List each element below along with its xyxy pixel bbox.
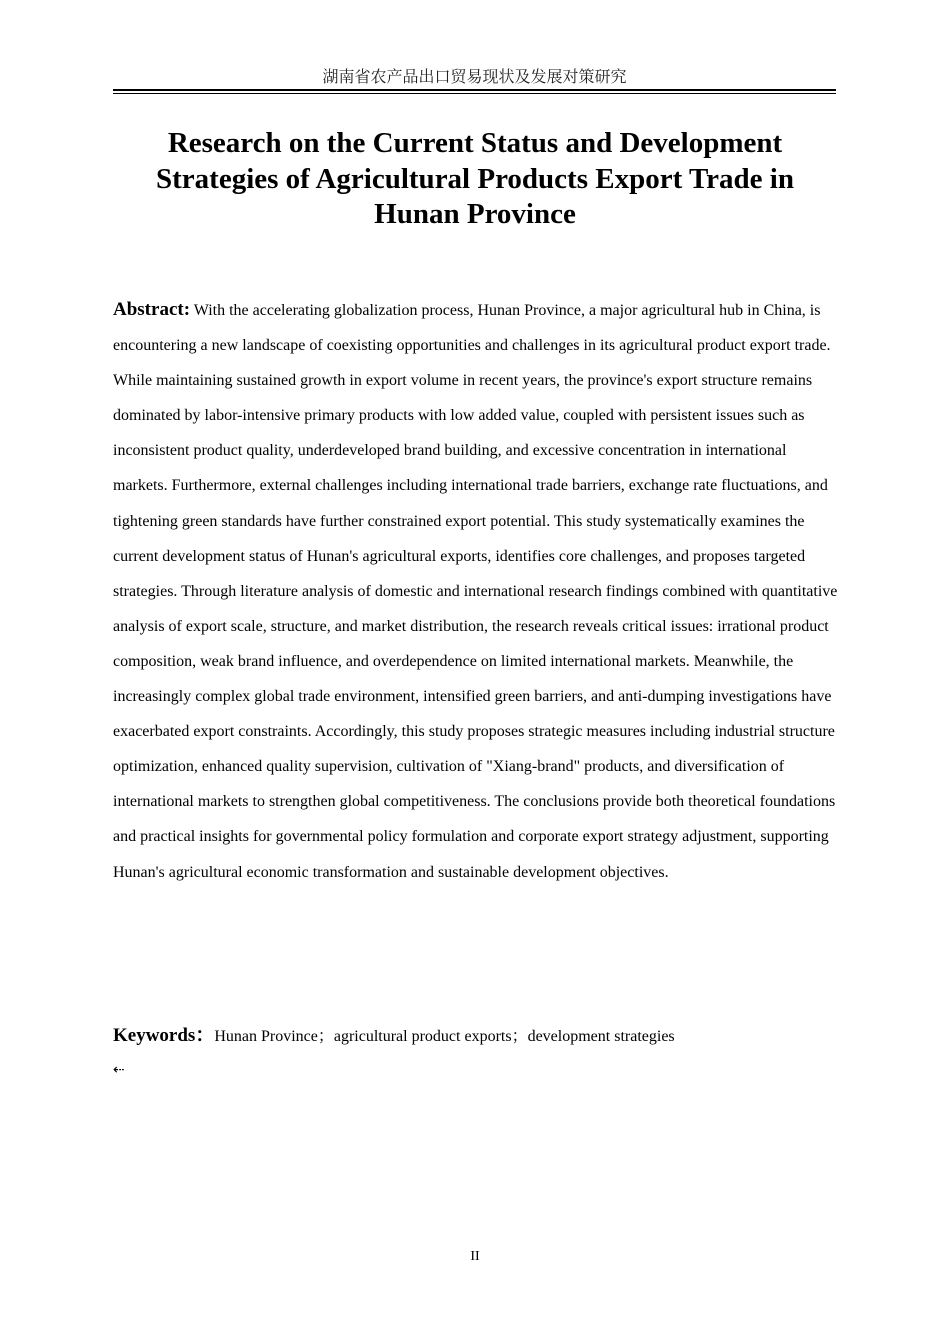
page-number: II xyxy=(470,1249,480,1264)
abstract-paragraph xyxy=(113,292,838,890)
document-title: Research on the Current Status and Development Strategies of Agricultural Products Export Trade in Hunan Province xyxy=(156,127,794,230)
keywords-text: Hunan Province；agricultural product exports；development strategies xyxy=(214,1028,675,1045)
header-rule-thin xyxy=(113,93,836,94)
abstract-label: Abstract: xyxy=(113,299,191,320)
header-rule-thick xyxy=(113,89,836,91)
running-header: 湖南省农产品出口贸易现状及发展对策研究 xyxy=(322,67,627,86)
paragraph-return-icon: ⇠ xyxy=(113,1062,125,1078)
keywords-label: Keywords： xyxy=(113,1025,215,1046)
abstract-text: With the accelerating globalization process, Hunan Province, a major agricultural hub in China, is encountering a new landscape of coexisting opportunities and challenges in its agricultural product export trade. While maintaining sustained growth in export volume in recent years, the province's export structure remains dominated by labor-intensive primary products with low added value, coupled with persistent issues such as inconsistent product quality, underdeveloped brand building, and excessive concentration in international markets. Furthermore, external challenges including international trade barriers, exchange rate fluctuations, and tightening green standards have further constrained export potential. This study systematically examines the current development status of Hunan's agricultural exports, identifies core challenges, and proposes targeted strategies. Through literature analysis of domestic and international research findings combined with quantitative analysis of export scale, structure, and market distribution, the research reveals critical issues: irrational product composition, weak brand influence, and overdependence on limited international markets. Meanwhile, the increasingly complex global trade environment, intensified green barriers, and anti-dumping investigations have exacerbated export constraints. Accordingly, this study proposes strategic measures including industrial structure optimization, enhanced quality supervision, cultivation of "Xiang-brand" products, and diversification of international markets to strengthen global competitiveness. The conclusions provide both theoretical foundations and practical insights for governmental policy formulation and corporate export strategy adjustment, supporting Hunan's agricultural economic transformation and sustainable development objectives. xyxy=(113,302,838,881)
keywords-line xyxy=(113,1020,838,1053)
